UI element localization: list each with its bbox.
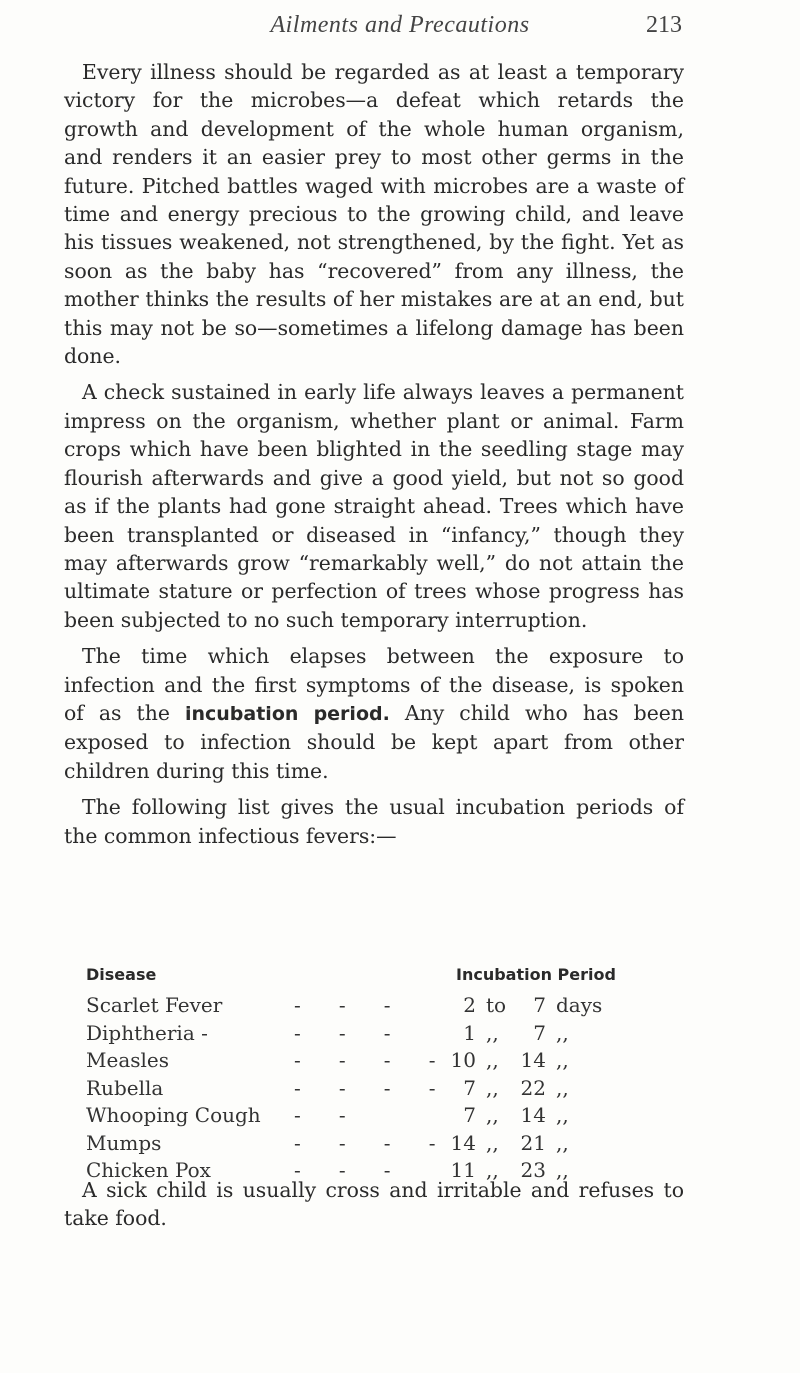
incubation-term: incubation period. — [184, 702, 390, 725]
period-separator: to — [486, 993, 507, 1017]
table-row — [86, 1021, 686, 1049]
table-row — [86, 1048, 686, 1076]
period-unit: ,, — [556, 1103, 569, 1127]
paragraph-list-intro: The following list gives the usual incubation periods of the common infectious fevers:— — [64, 795, 684, 848]
period-from: 7 — [463, 1103, 476, 1127]
period-unit: ,, — [556, 1158, 569, 1182]
period-unit: ,, — [556, 1075, 569, 1100]
table-body — [86, 993, 686, 1186]
period-to: 7 — [533, 1020, 546, 1045]
period-separator: ,, — [486, 1020, 499, 1045]
period-separator: ,, — [486, 1130, 499, 1155]
table-row — [86, 1103, 686, 1131]
incubation-text-before: The time which elapses between the exposure to infection and the first symptoms of the disease, is spoken of as the — [64, 644, 684, 725]
leader-dashes: - - - — [294, 993, 391, 1017]
period-from: 2 — [463, 993, 476, 1017]
period-from: 11 — [450, 1158, 476, 1182]
period-separator: ,, — [486, 1048, 499, 1072]
page-header — [0, 12, 800, 52]
body-text — [64, 58, 684, 858]
period-to: 21 — [520, 1130, 546, 1155]
period-separator: ,, — [486, 1075, 499, 1100]
incubation-table — [86, 963, 686, 1186]
period-separator: ,, — [486, 1103, 499, 1127]
period-to: 7 — [533, 993, 546, 1017]
paragraph-illness: Every illness should be regarded as at least a temporary victory for the microbes—a defeat which retards the growth and development of the whole human organism, and renders it an easier prey to most other germs in the future. Pitched battles waged with microbes are a waste of time and energy precious to the growing child, and leave his tissues weakened, not strengthened, by the fight. Yet as soon as the baby has “recovered” from any illness, the mother thinks the results of her mistakes are at an end, but this may not be so—sometimes a lifelong damage has been done. — [64, 60, 684, 369]
page-number: 213 — [646, 12, 682, 38]
paragraph-incubation — [64, 642, 684, 785]
disease-cell: Scarlet Fever — [86, 993, 223, 1017]
disease-cell: Mumps — [86, 1130, 162, 1155]
paragraph-check: A check sustained in early life always leaves a permanent impress on the organism, whether plant or animal. Farm crops which have been blighted in the seedling stage may flourish afterwards and give a good yield, but not so good as if the plants had gone straight ahead. Trees which have been transplanted or diseased in “infancy,” though they may afterwards grow “remarkably well,” do not attain the ultimate stature or perfection of trees whose progress has been subjected to no such temporary interruption. — [64, 380, 684, 632]
period-from: 7 — [463, 1075, 476, 1100]
leader-dashes: - - - - — [294, 1130, 436, 1155]
leader-dashes: - - - — [294, 1158, 391, 1182]
period-unit: ,, — [556, 1048, 569, 1072]
period-from: 1 — [463, 1020, 476, 1045]
period-separator: ,, — [486, 1158, 499, 1182]
header-incubation-period: Incubation Period — [456, 965, 616, 984]
disease-cell: Whooping Cough — [86, 1103, 261, 1127]
table-header — [86, 963, 686, 993]
period-unit: days — [556, 993, 603, 1017]
period-from: 14 — [450, 1130, 476, 1155]
leader-dashes: - - - — [294, 1020, 391, 1045]
period-to: 22 — [520, 1075, 546, 1100]
leader-dashes: - - - - — [294, 1075, 436, 1100]
period-from: 10 — [450, 1048, 476, 1072]
header-disease: Disease — [86, 965, 157, 984]
table-row — [86, 993, 686, 1021]
period-to: 14 — [520, 1048, 546, 1072]
incubation-text-after: Any child who has been exposed to infection should be kept apart from other children during this time. — [64, 700, 684, 783]
disease-cell: Chicken Pox — [86, 1158, 211, 1182]
period-to: 23 — [520, 1158, 546, 1182]
period-to: 14 — [520, 1103, 546, 1127]
running-title: Ailments and Precautions — [270, 12, 530, 38]
period-unit: ,, — [556, 1130, 569, 1155]
period-unit: ,, — [556, 1020, 569, 1045]
disease-cell: Rubella — [86, 1075, 164, 1100]
disease-cell: Measles — [86, 1048, 169, 1072]
leader-dashes: - - — [294, 1103, 346, 1127]
paragraph-closing: A sick child is usually cross and irritable and refuses to take food. — [64, 1178, 684, 1231]
disease-cell: Diphtheria - — [86, 1020, 208, 1045]
table-row — [86, 1076, 686, 1104]
leader-dashes: - - - - — [294, 1048, 436, 1072]
table-row — [86, 1131, 686, 1159]
